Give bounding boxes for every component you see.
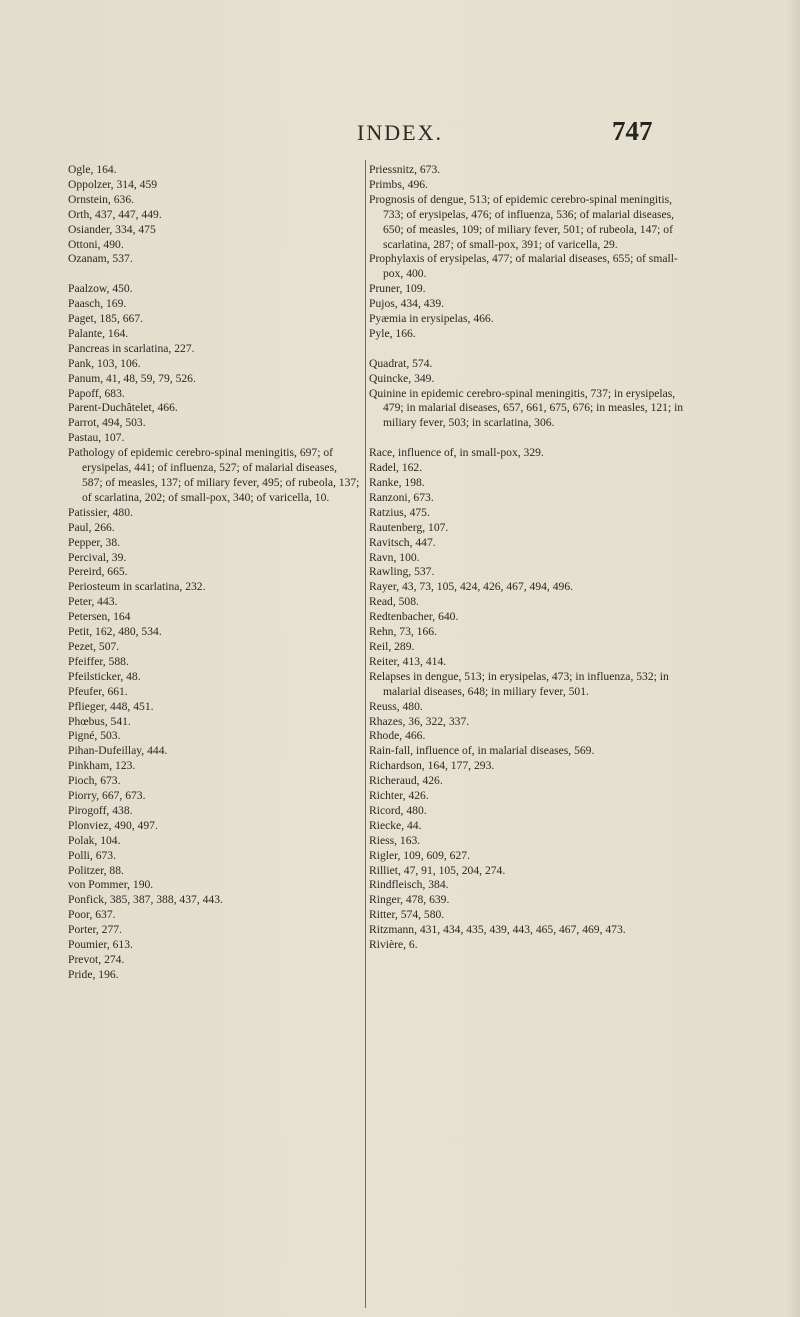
index-entry: Osiander, 334, 475 bbox=[68, 222, 156, 236]
index-entry: Pathology of epidemic cerebro-spinal meningitis, 697; of erysipelas, 441; of influenza, 527; of malarial diseases, 587; of measles, 137; of miliary fever, 495; of rubeola, 137; of scarlatina, 202; of small-pox, 340; of varicella, 10. bbox=[68, 446, 360, 504]
index-entry: Prevot, 274. bbox=[68, 953, 125, 967]
index-entry: Redtenbacher, 640. bbox=[369, 610, 459, 624]
index-entry: Quincke, 349. bbox=[369, 371, 435, 385]
index-entry: Polli, 673. bbox=[68, 848, 116, 862]
index-entry: Quinine in epidemic cerebro-spinal meningitis, 737; in erysipelas, 479; in malarial diseases, 657, 661, 675, 676; in measles, 121; in miliary fever, 503; in scarlatina, 306. bbox=[369, 386, 684, 430]
running-header-title: INDEX. bbox=[357, 120, 443, 145]
index-entry: Richter, 426. bbox=[369, 789, 429, 803]
index-entry: Ritter, 574, 580. bbox=[369, 908, 445, 922]
index-entry: Parent-Duchâtelet, 466. bbox=[68, 401, 178, 415]
index-entry: Ozanam, 537. bbox=[68, 252, 133, 266]
index-entry: Rayer, 43, 73, 105, 424, 426, 467, 494, 496. bbox=[369, 580, 574, 594]
index-entry: Peter, 443. bbox=[68, 595, 118, 609]
index-entry: Phœbus, 541. bbox=[68, 714, 131, 728]
index-entry: Read, 508. bbox=[369, 595, 419, 609]
index-entry: Pereird, 665. bbox=[68, 565, 128, 579]
index-entry: Reil, 289. bbox=[369, 639, 415, 653]
index-entry: Orth, 437, 447, 449. bbox=[68, 207, 162, 221]
index-entry: Ricord, 480. bbox=[369, 803, 427, 817]
index-entry: Pyle, 166. bbox=[369, 326, 416, 340]
index-entry: Rain-fall, influence of, in malarial diseases, 569. bbox=[369, 744, 595, 758]
index-entry: Ottoni, 490. bbox=[68, 237, 124, 251]
index-entry: Paul, 266. bbox=[68, 520, 115, 534]
section-gap bbox=[369, 342, 695, 357]
index-entry: Polak, 104. bbox=[68, 833, 121, 847]
index-entry: Pank, 103, 106. bbox=[68, 356, 141, 370]
index-entry: Ratzius, 475. bbox=[369, 505, 430, 519]
index-entry: Ornstein, 636. bbox=[68, 192, 135, 206]
index-entry: Reuss, 480. bbox=[369, 699, 423, 713]
index-entry: Plonviez, 490, 497. bbox=[68, 818, 158, 832]
index-entry: Ogle, 164. bbox=[68, 163, 117, 176]
index-entry: Quadrat, 574. bbox=[369, 356, 433, 370]
index-entry: Pyæmia in erysipelas, 466. bbox=[369, 312, 494, 326]
index-entry: Periosteum in scarlatina, 232. bbox=[68, 580, 206, 594]
index-entry: Panum, 41, 48, 59, 79, 526. bbox=[68, 371, 196, 385]
index-entry: Riess, 163. bbox=[369, 833, 421, 847]
index-entry: Paasch, 169. bbox=[68, 297, 127, 311]
index-entry: Riecke, 44. bbox=[369, 818, 422, 832]
section-gap bbox=[68, 267, 360, 282]
index-entry: Paget, 185, 667. bbox=[68, 312, 144, 326]
index-entry: Pepper, 38. bbox=[68, 535, 121, 549]
index-entry: Reiter, 413, 414. bbox=[369, 654, 447, 668]
index-entry: Rivière, 6. bbox=[369, 938, 418, 952]
index-entry: Porter, 277. bbox=[68, 923, 122, 937]
index-entry: Rigler, 109, 609, 627. bbox=[369, 848, 470, 862]
index-entry: Prophylaxis of erysipelas, 477; of malarial diseases, 655; of small-pox, 400. bbox=[369, 252, 678, 281]
section-gap bbox=[369, 431, 695, 446]
index-entry: Petit, 162, 480, 534. bbox=[68, 625, 162, 639]
index-entry: Parrot, 494, 503. bbox=[68, 416, 146, 430]
index-entry: Prognosis of dengue, 513; of epidemic cerebro-spinal meningitis, 733; of erysipelas, 476; of influenza, 536; of malarial diseases, 650; of measles, 109; of miliary fever, 501; of rubeola, 147; of scarlatina, 287; of small-pox, 391; of varicella, 29. bbox=[369, 192, 675, 251]
index-entry: Race, influence of, in small-pox, 329. bbox=[369, 446, 544, 460]
index-entry: Piorry, 667, 673. bbox=[68, 789, 146, 803]
page-number: 747 bbox=[612, 116, 653, 146]
index-entry: Papoff, 683. bbox=[68, 386, 125, 400]
index-entry: Rhazes, 36, 322, 337. bbox=[369, 714, 470, 728]
index-entry: Pinkham, 123. bbox=[68, 759, 136, 773]
index-entry: Percival, 39. bbox=[68, 550, 127, 564]
index-entry: Rawling, 537. bbox=[369, 565, 435, 579]
index-entry: Paalzow, 450. bbox=[68, 282, 133, 296]
index-entry: Pfeufer, 661. bbox=[68, 684, 128, 698]
index-entry: Oppolzer, 314, 459 bbox=[68, 177, 158, 191]
index-entry: Ravn, 100. bbox=[369, 550, 420, 564]
index-entry: Rhode, 466. bbox=[369, 729, 426, 743]
index-entry: Rilliet, 47, 91, 105, 204, 274. bbox=[369, 863, 506, 877]
index-entry: Relapses in dengue, 513; in erysipelas, 473; in influenza, 532; in malarial diseases, 648; in miliary fever, 501. bbox=[369, 669, 669, 698]
index-entry: Palante, 164. bbox=[68, 326, 129, 340]
index-entry: Pflieger, 448, 451. bbox=[68, 699, 154, 713]
index-entry: Richeraud, 426. bbox=[369, 774, 443, 788]
index-entry: Pirogoff, 438. bbox=[68, 803, 133, 817]
index-entry: Ranzoni, 673. bbox=[369, 490, 434, 504]
index-entry: Pioch, 673. bbox=[68, 774, 121, 788]
index-entry: Ranke, 198. bbox=[369, 476, 425, 489]
index-entry: Pruner, 109. bbox=[369, 282, 426, 296]
index-entry: Ravitsch, 447. bbox=[369, 535, 436, 549]
index-column-left bbox=[68, 163, 360, 983]
index-entry: Petersen, 164 bbox=[68, 610, 131, 624]
index-entry: Pfeilsticker, 48. bbox=[68, 669, 141, 683]
index-entry: Pfeiffer, 588. bbox=[68, 654, 129, 668]
index-entry: Pastau, 107. bbox=[68, 431, 125, 445]
index-entry: von Pommer, 190. bbox=[68, 878, 154, 892]
index-entry: Radel, 162. bbox=[369, 461, 423, 475]
index-entry: Rindfleisch, 384. bbox=[369, 878, 449, 892]
index-entry: Ponfick, 385, 387, 388, 437, 443. bbox=[68, 893, 223, 907]
column-divider bbox=[365, 160, 366, 1308]
index-entry: Rehn, 73, 166. bbox=[369, 625, 437, 639]
index-entry: Poor, 637. bbox=[68, 908, 116, 922]
index-entry: Rautenberg, 107. bbox=[369, 520, 449, 534]
index-entry: Richardson, 164, 177, 293. bbox=[369, 759, 495, 773]
index-entry: Priessnitz, 673. bbox=[369, 163, 441, 176]
index-entry: Pujos, 434, 439. bbox=[369, 297, 445, 311]
index-entry: Patissier, 480. bbox=[68, 505, 133, 519]
index-entry: Pancreas in scarlatina, 227. bbox=[68, 341, 195, 355]
index-entry: Pigné, 503. bbox=[68, 729, 121, 743]
index-entry: Pezet, 507. bbox=[68, 639, 120, 653]
index-entry: Poumier, 613. bbox=[68, 938, 133, 952]
index-entry: Ringer, 478, 639. bbox=[369, 893, 450, 907]
index-entry: Politzer, 88. bbox=[68, 863, 124, 877]
index-entry: Pride, 196. bbox=[68, 967, 119, 981]
index-entry: Pihan-Dufeillay, 444. bbox=[68, 744, 168, 758]
index-entry: Ritzmann, 431, 434, 435, 439, 443, 465, 467, 469, 473. bbox=[369, 923, 626, 937]
page-edge-shadow bbox=[786, 0, 800, 1317]
index-entry: Primbs, 496. bbox=[369, 177, 428, 191]
index-column-right bbox=[369, 163, 695, 953]
